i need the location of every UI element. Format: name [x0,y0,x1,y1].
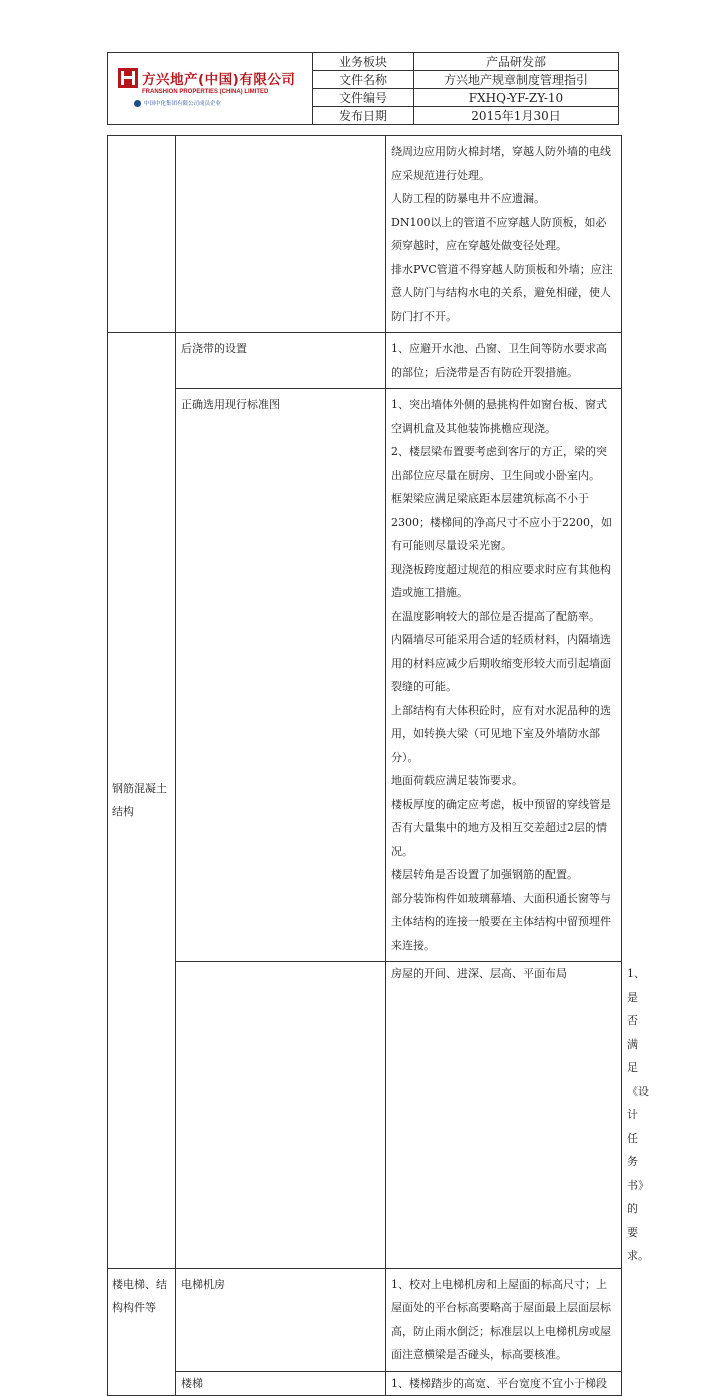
requirement-line: 在温度影响较大的部位是否提高了配筋率。 [391,609,600,623]
header-label-business: 业务板块 [313,53,414,71]
parent-company-label: 中国中化集团有限公司成员企业 [144,101,222,107]
sinochem-logo-icon [134,100,141,107]
requirement-line: 1、突出墙体外侧的悬挑构件如窗台板、窗式空调机盒及其他装饰挑檐应现浇。 [391,398,607,435]
item-cell [176,136,386,333]
requirement-line: 部分装饰构件如玻璃幕墙、大面积通长窗等与主体结构的连接一般要在主体结构中留预埋件来连接。 [391,891,611,952]
category-cell-stairs: 楼电梯、结构构件等 [108,1268,176,1396]
company-name-en: FRANSHION PROPERTIES (CHINA) LIMITED [142,89,269,95]
item-cell: 正确选用现行标准图 [176,389,386,962]
franshion-logo-icon [118,68,138,88]
company-logo [118,68,295,88]
category-cell [108,136,176,333]
requirement-line: 绕周边应用防火棉封堵，穿越人防外墙的电线应采规范进行处理。 [391,145,611,182]
requirement-line: 地面荷载应满足装饰要求。 [391,774,523,787]
table-row [108,1371,622,1396]
category-cell-concrete: 钢筋混凝土结构 [108,333,176,1269]
item-cell: 后浇带的设置 [176,333,386,389]
requirement-cell [386,1371,622,1396]
table-row [108,136,622,333]
requirement-line: 框架梁应满足梁底距本层建筑标高不小于2300；楼梯间的净高尺寸不应小于2200，如有可能则尽量设采光窗。 [391,492,612,552]
requirement-cell [386,1268,622,1371]
header-table [107,52,619,125]
table-row [108,1268,622,1371]
header-label-date: 发布日期 [313,107,414,125]
table-row: 房屋的开间、进深、层高、平面布局 1、是否满足《设计任务书》的要求。 [108,962,622,1269]
requirement-line: 排水PVC管道不得穿越人防顶板和外墙；应注意人防门与结构水电的关系，避免相碰，使人防门打不开。 [391,262,613,323]
content-table [107,135,649,1396]
requirement-line: 1、楼梯踏步的高宽、平台宽度不宜小于梯段 [391,1376,607,1390]
header-label-fileno: 文件编号 [313,89,414,107]
header-label-filename: 文件名称 [313,71,414,89]
requirement-line: 人防工程的防暴电井不应遗漏。 [391,192,545,205]
logo-cell [108,53,313,125]
table-row [108,389,622,962]
requirement-line: DN100以上的管道不应穿越人防顶板，如必须穿越时，应在穿越处做变径处理。 [391,215,607,252]
header-value-fileno: FXHQ-YF-ZY-10 [414,89,619,107]
header-value-filename: 方兴地产规章制度管理指引 [414,71,619,89]
header-value-date: 2015年1月30日 [414,107,619,125]
requirement-cell [386,333,622,389]
table-row [108,333,622,389]
requirement-line: 上部结构有大体积砼时，应有对水泥品种的选用，如转换大梁（可见地下室及外墙防水部分）。 [391,703,611,764]
requirement-line: 现浇板跨度超过规范的相应要求时应有其他构造或施工措施。 [391,562,611,599]
company-name-cn: 方兴地产(中国)有限公司 [142,72,296,88]
requirement-line: 内隔墙尽可能采用合适的轻质材料，内隔墙选用的材料应减少后期收缩变形较大而引起墙面裂缝的可能。 [391,633,611,693]
parent-company [134,99,221,107]
requirement-cell [386,136,622,333]
item-cell: 房屋的开间、进深、层高、平面布局 [386,962,622,1269]
requirement-cell [386,389,622,962]
requirement-line: 2、楼层梁布置要考虑到客厅的方正，梁的突出部位应尽量在厨房、卫生间或小卧室内。 [391,445,607,482]
requirement-line: 1、应避开水池、凸窗、卫生间等防水要求高的部位；后浇带是否有防砼开裂措施。 [391,342,607,379]
item-cell: 楼梯 [176,1371,386,1396]
category-cell [176,962,386,1269]
document-header [107,52,619,121]
requirement-line: 楼板厚度的确定应考虑，板中预留的穿线管是否有大量集中的地方及相互交差超过2层的情况。 [391,797,611,858]
requirement-line: 1、校对上电梯机房和上屋面的标高尺寸；上屋面处的平台标高要略高于屋面最上层面层标高，防止雨水倒泛；标准层以上电梯机房或屋面注意横梁是否碰头，标高要核准。 [391,1277,611,1361]
requirement-line: 楼层转角是否设置了加强钢筋的配置。 [391,868,578,881]
item-cell: 电梯机房 [176,1268,386,1371]
header-value-business: 产品研发部 [414,53,619,71]
